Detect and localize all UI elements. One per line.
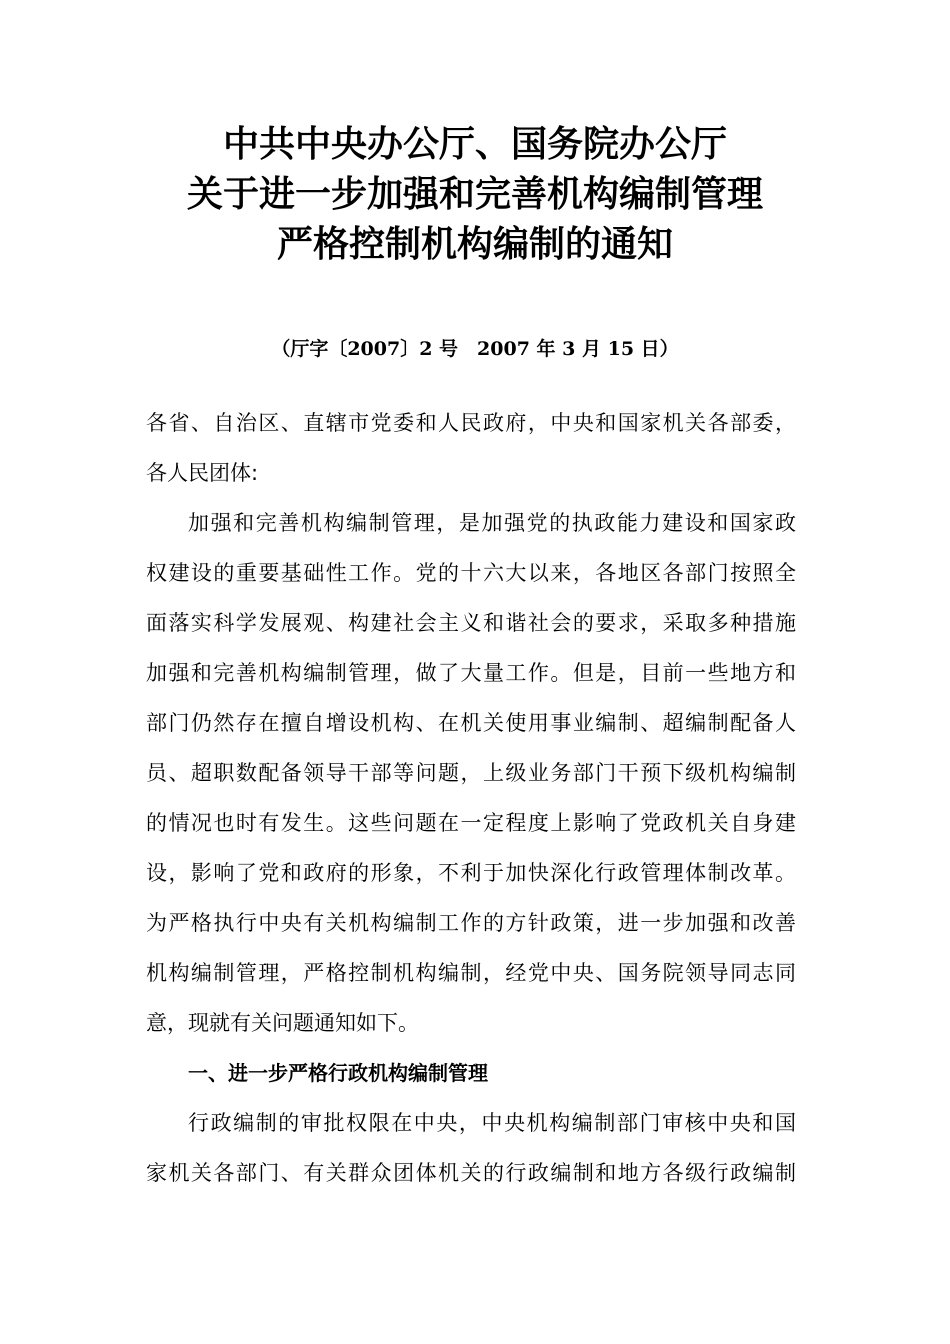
paragraph-line: 权建设的重要基础性工作。党的十六大以来，各地区各部门按照全 bbox=[146, 561, 796, 585]
paragraph-line: 员、超职数配备领导干部等问题，上级业务部门干预下级机构编制 bbox=[146, 761, 796, 785]
paragraph-line: 为严格执行中央有关机构编制工作的方针政策，进一步加强和改善 bbox=[146, 911, 796, 935]
title-line: 中共中央办公厅、国务院办公厅 bbox=[222, 124, 727, 165]
salutation-line: 各省、自治区、直辖市党委和人民政府，中央和国家机关各部委， bbox=[146, 411, 796, 435]
paragraph-line: 行政编制的审批权限在中央，中央机构编制部门审核中央和国 bbox=[188, 1111, 796, 1135]
title-line: 关于进一步加强和完善机构编制管理 bbox=[186, 174, 763, 215]
section-heading: 一、进一步严格行政机构编制管理 bbox=[188, 1061, 488, 1085]
paragraph-1 bbox=[146, 498, 796, 1048]
paragraph-line: 机构编制管理，严格控制机构编制，经党中央、国务院领导同志同 bbox=[146, 961, 796, 985]
paragraph-line: 家机关各部门、有关群众团体机关的行政编制和地方各级行政编制 bbox=[146, 1161, 796, 1185]
document-number-date: （厅字〔2007〕2 号 2007 年 3 月 15 日） bbox=[271, 338, 679, 360]
paragraph-line: 部门仍然存在擅自增设机构、在机关使用事业编制、超编制配备人 bbox=[146, 711, 796, 735]
section-1-heading bbox=[146, 1048, 796, 1098]
title-line: 严格控制机构编制的通知 bbox=[276, 224, 673, 265]
paragraph-line: 加强和完善机构编制管理，做了大量工作。但是，目前一些地方和 bbox=[146, 661, 796, 685]
salutation-line: 各人民团体: bbox=[146, 461, 259, 485]
paragraph-line: 面落实科学发展观、构建社会主义和谐社会的要求，采取多种措施 bbox=[146, 611, 796, 635]
paragraph-line: 加强和完善机构编制管理，是加强党的执政能力建设和国家政 bbox=[188, 511, 796, 535]
paragraph-line: 设，影响了党和政府的形象，不利于加快深化行政管理体制改革。 bbox=[146, 861, 796, 885]
paragraph-2 bbox=[146, 1098, 796, 1198]
salutation bbox=[146, 398, 796, 498]
paragraph-line: 的情况也时有发生。这些问题在一定程度上影响了党政机关自身建 bbox=[146, 811, 796, 835]
document-title bbox=[0, 120, 950, 270]
paragraph-line: 意，现就有关问题通知如下。 bbox=[146, 1011, 419, 1035]
